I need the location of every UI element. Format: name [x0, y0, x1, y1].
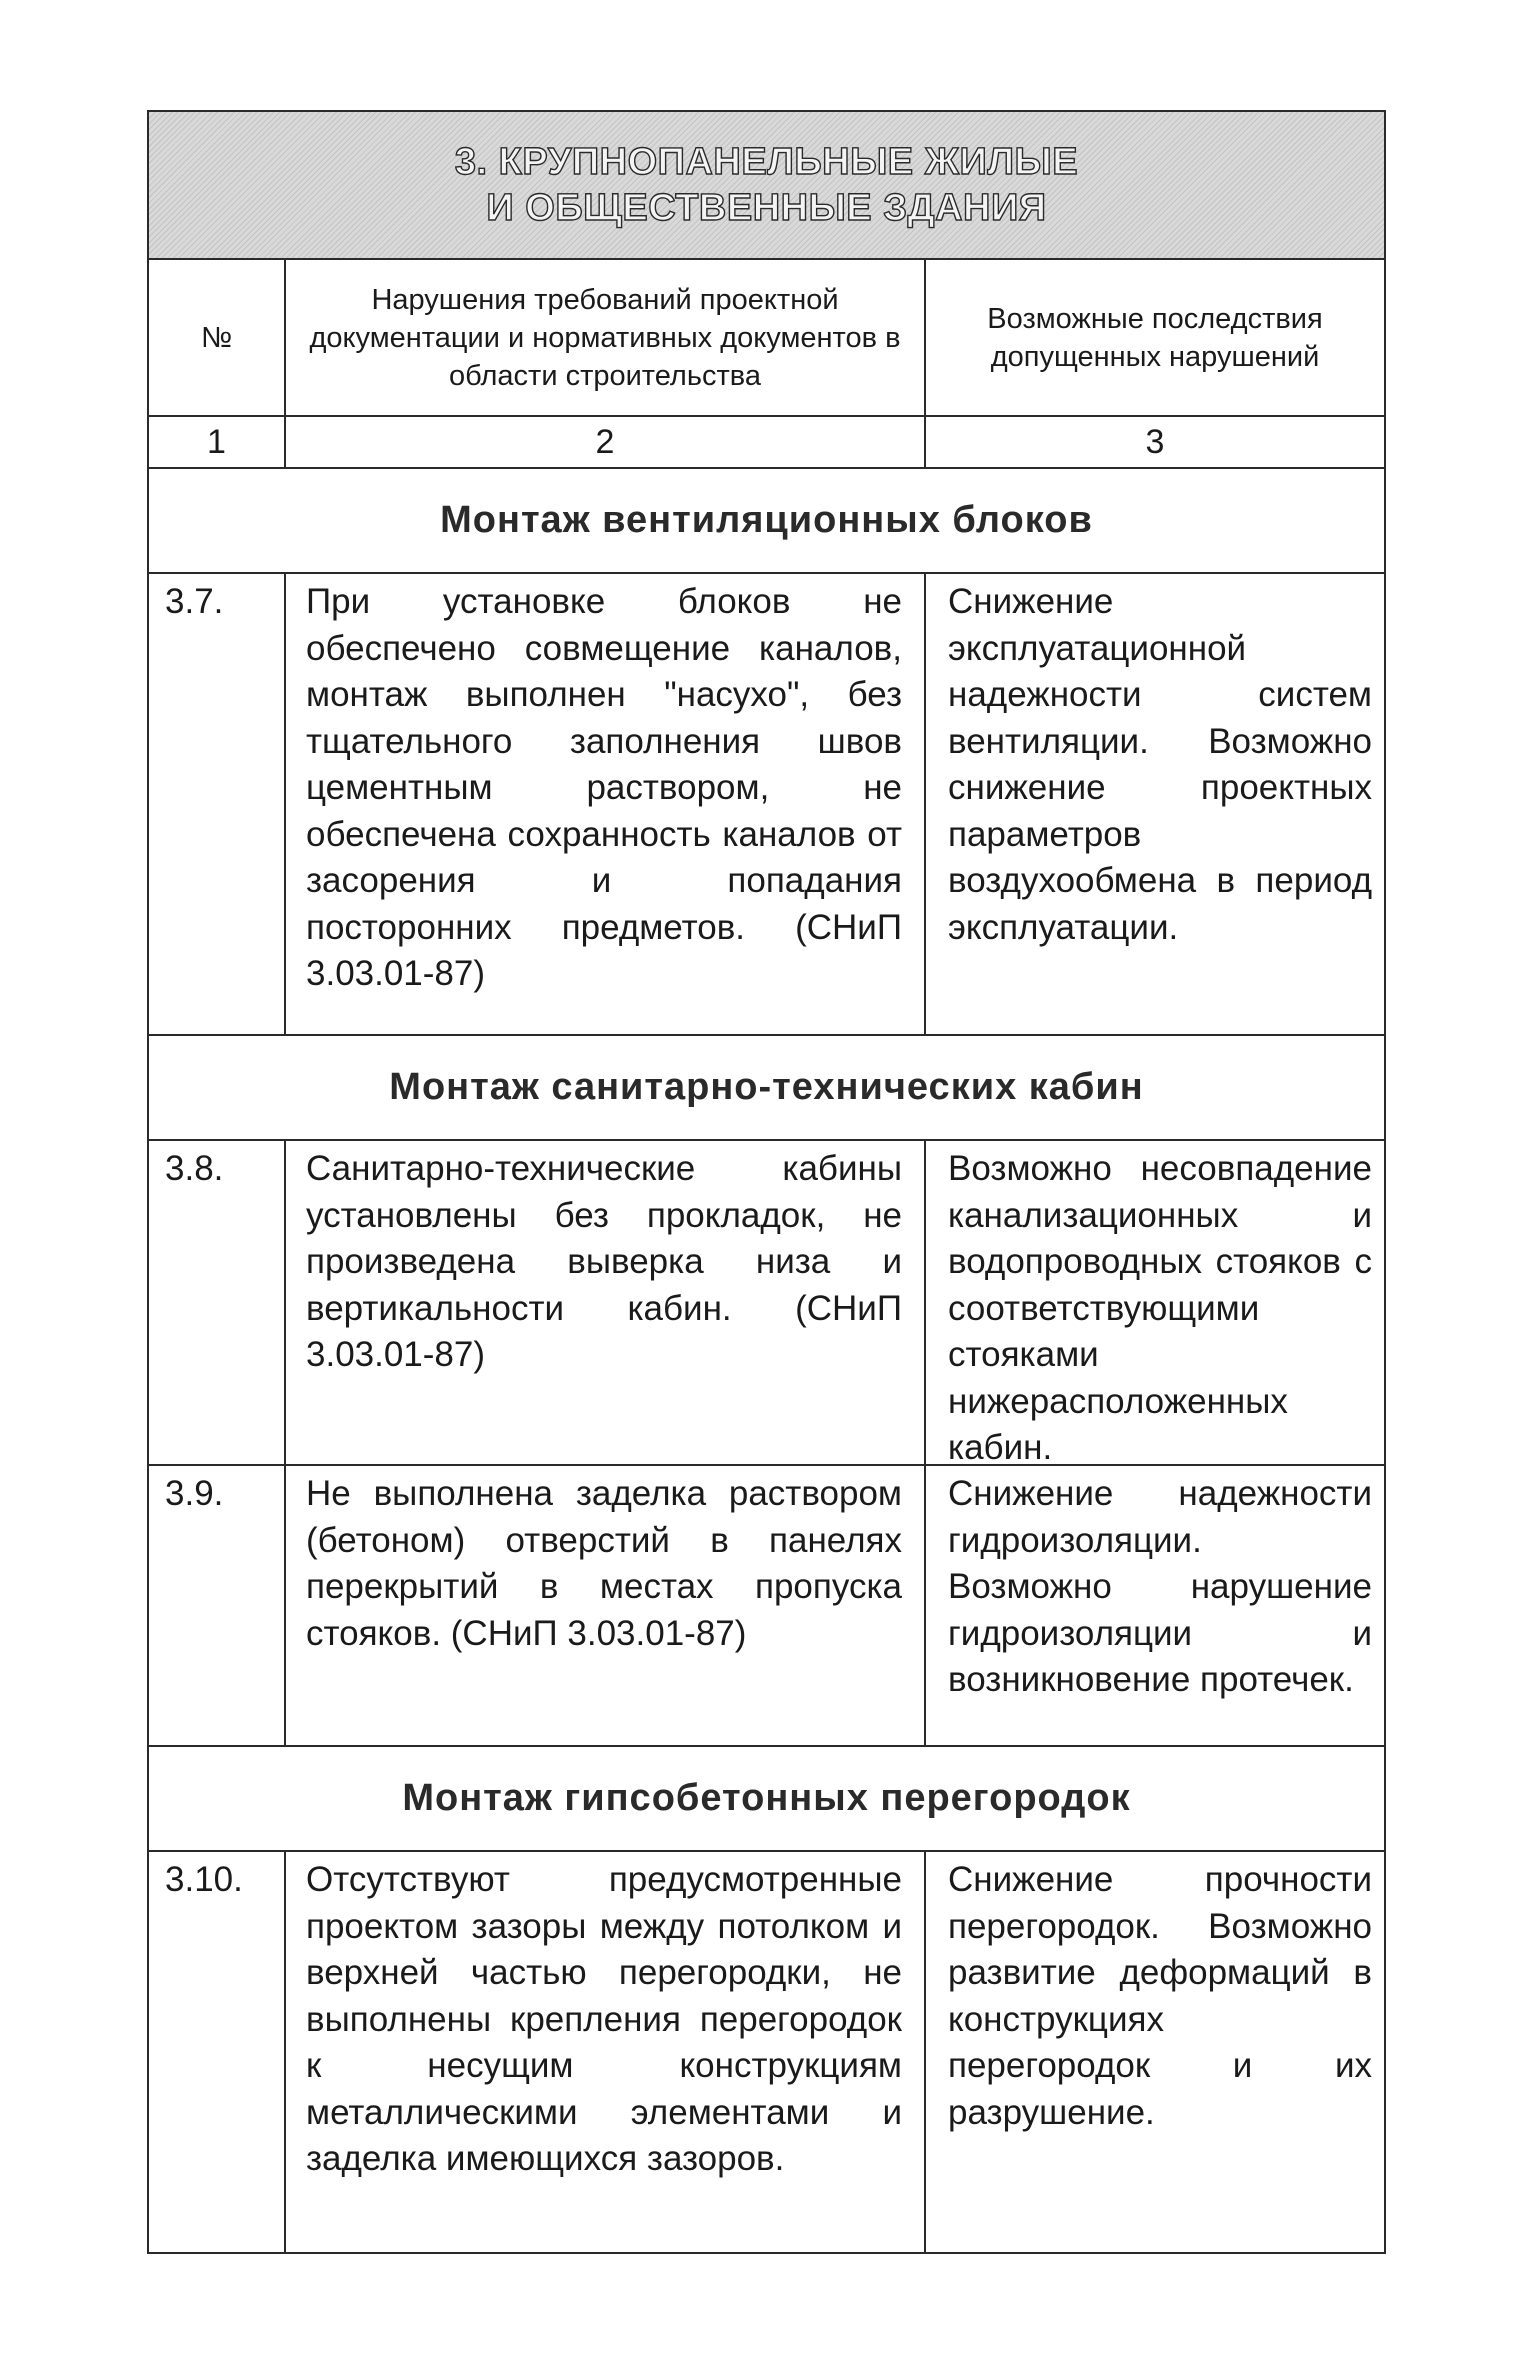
table-row-3-8: [149, 1141, 1384, 1466]
row-consequence: Снижение надежности гидроизоляции. Возможно нарушение гидроизоляции и возникновение протечек.: [948, 1474, 1372, 1699]
row-violation: При установке блоков не обеспечено совмещение каналов, монтаж выполнен "насухо", без тщательного заполнения швов цементным раствором, не обеспечена сохранность каналов от засорения и попадания посторонних предметов. (СНиП 3.03.01-87): [286, 574, 926, 1034]
row-violation: Санитарно-технические кабины установлены без прокладок, не произведена выверка низа и вертикальности кабин. (СНиП 3.03.01-87): [286, 1141, 926, 1464]
row-number: 3.7.: [149, 574, 286, 1034]
section-heading-sanitary-cabins: Монтаж санитарно-технических кабин: [149, 1036, 1384, 1141]
table-row-3-7: [149, 574, 1384, 1036]
header-number: №: [149, 260, 286, 415]
row-violation: Отсутствуют предусмотренные проектом зазоры между потолком и верхней частью перегородки, не выполнены крепления перегородок к несущим конструкциям металлическими элементами и заделка имеющихся зазоров.: [286, 1852, 926, 2252]
header-violations: Нарушения требований проектной документации и нормативных документов в области строительства: [286, 260, 926, 415]
table-title: [149, 112, 1384, 260]
column-number-2: 2: [286, 417, 926, 467]
table-row-3-9: [149, 1466, 1384, 1747]
norms-table: [147, 110, 1386, 2254]
row-number: 3.9.: [149, 1466, 286, 1745]
row-consequence: Снижение прочности перегородок. Возможно развитие деформаций в конструкциях перегородок и их разрушение.: [948, 1860, 1372, 2132]
row-consequence: Снижение эксплуатационной надежности систем вентиляции. Возможно снижение проектных параметров воздухообмена в период эксплуатации.: [948, 582, 1372, 947]
column-number-row: [149, 417, 1384, 469]
column-number-3: 3: [1145, 422, 1165, 461]
header-consequences: Возможные последствия допущенных нарушений: [987, 302, 1323, 373]
row-violation: Не выполнена заделка раствором (бетоном) отверстий в панелях перекрытий в местах пропуска стояков. (СНиП 3.03.01-87): [286, 1466, 926, 1745]
section-heading-ventilation: Монтаж вентиляционных блоков: [149, 469, 1384, 574]
row-number: 3.8.: [149, 1141, 286, 1464]
table-title-line-1: 3. КРУПНОПАНЕЛЬНЫЕ ЖИЛЫЕ: [454, 141, 1079, 183]
column-number-1: 1: [149, 417, 286, 467]
row-consequence: Возможно несовпадение канализационных и водопроводных стояков с соответствующими стояками нижерасположенных кабин.: [948, 1149, 1372, 1467]
header-row: [149, 260, 1384, 417]
table-title-line-2: И ОБЩЕСТВЕННЫЕ ЗДАНИЯ: [486, 187, 1047, 229]
table-row-3-10: [149, 1852, 1384, 2252]
section-heading-gypsum-partitions: Монтаж гипсобетонных перегородок: [149, 1747, 1384, 1852]
row-number: 3.10.: [149, 1852, 286, 2252]
